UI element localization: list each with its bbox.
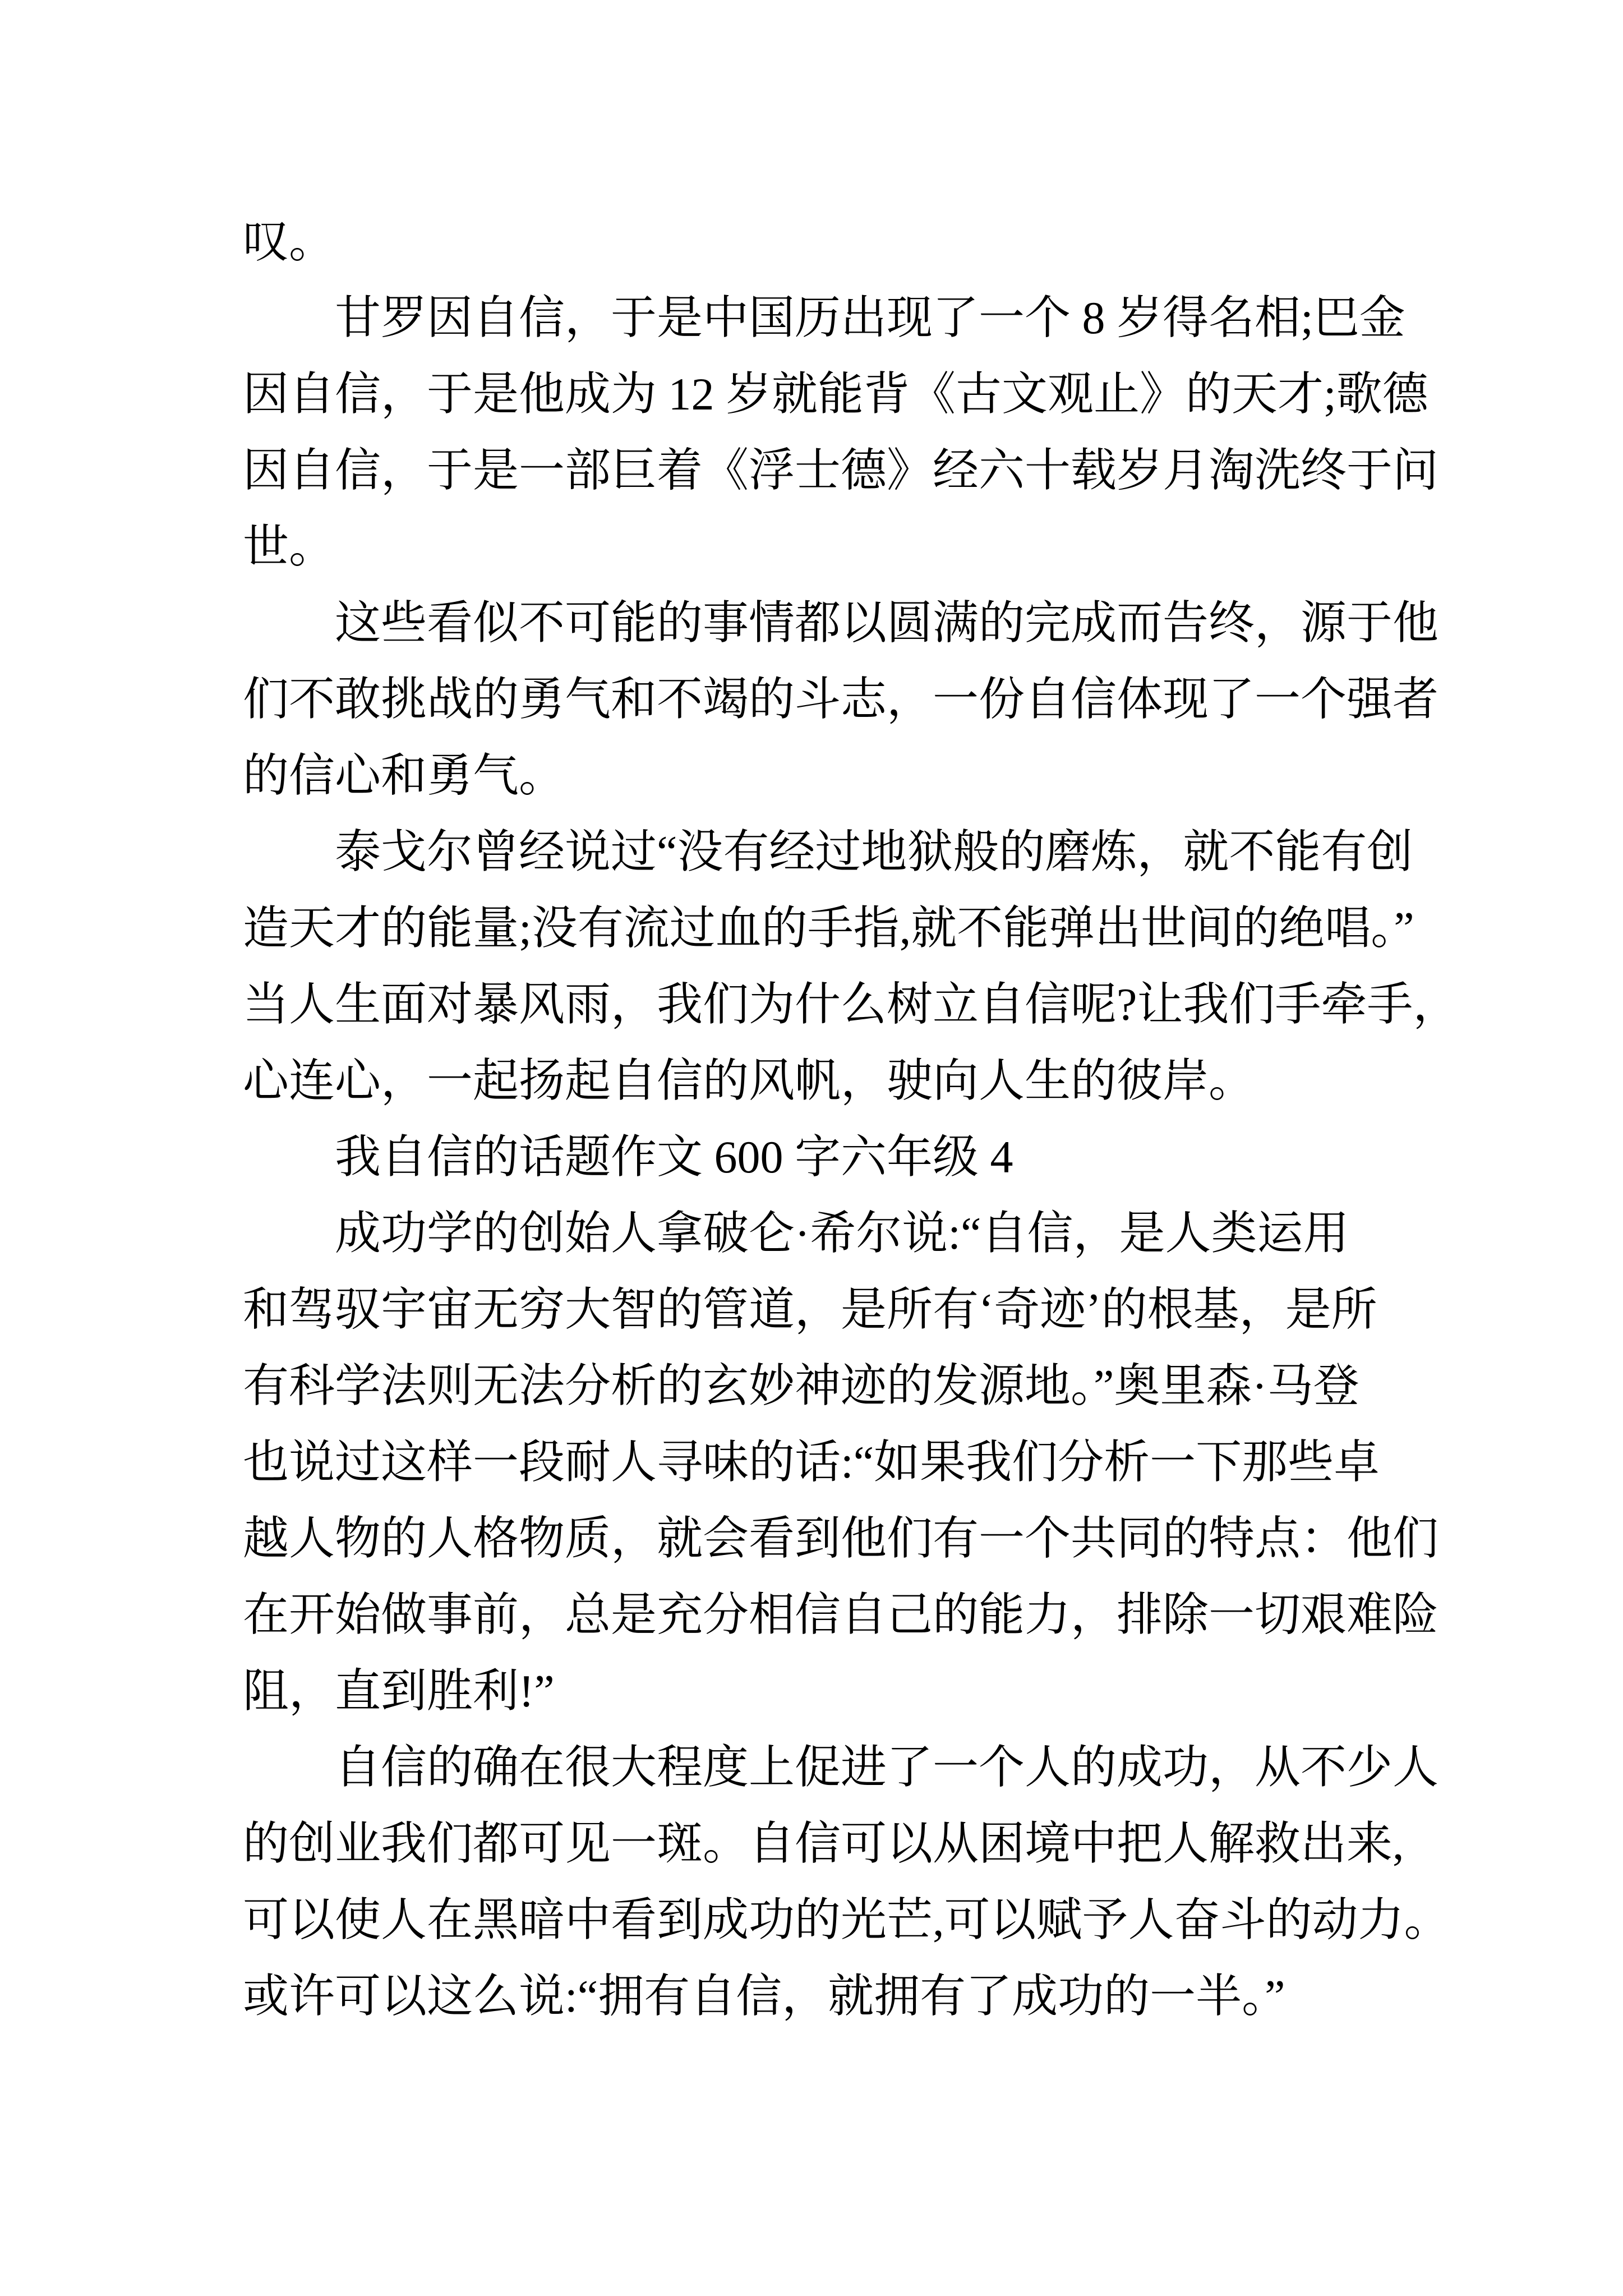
essay-line: 在开始做事前，总是充分相信自己的能力，排除一切艰难险 <box>243 1589 1439 1640</box>
essay-line: 阻，直到胜利!” <box>243 1665 555 1717</box>
essay-line: 心连心，一起扬起自信的风帆，驶向人生的彼岸。 <box>243 1055 1255 1106</box>
essay-line: 这些看似不可能的事情都以圆满的完成而告终，源于他 <box>335 597 1439 648</box>
essay-line: 们不敢挑战的勇气和不竭的斗志，一份自信体现了一个强者 <box>243 674 1439 725</box>
essay-line: 当人生面对暴风雨，我们为什么树立自信呢?让我们手牵手， <box>243 979 1459 1030</box>
essay-line: 和驾驭宇宙无穷大智的管道，是所有‘奇迹’的根基，是所 <box>243 1284 1377 1335</box>
essay-title-line: 我自信的话题作文 600 字六年级 4 <box>335 1131 1013 1182</box>
essay-line: 造天才的能量;没有流过血的手指,就不能弹出世间的绝唱。” <box>243 903 1414 954</box>
essay-line: 可以使人在黑暗中看到成功的光芒,可以赋予人奋斗的动力。 <box>243 1894 1450 1945</box>
essay-line: 的信心和勇气。 <box>243 750 565 801</box>
essay-text-block <box>243 204 1499 2035</box>
essay-line: 或许可以这么说:“拥有自信，就拥有了成功的一半。” <box>243 1971 1285 2022</box>
essay-line: 成功学的创始人拿破仑·希尔说:“自信，是人类运用 <box>335 1208 1349 1259</box>
essay-line: 也说过这样一段耐人寻味的话:“如果我们分析一下那些卓 <box>243 1437 1380 1488</box>
essay-line: 叹。 <box>243 216 335 267</box>
essay-line: 因自信，于是他成为 12 岁就能背《古文观止》的天才;歌德 <box>243 369 1428 420</box>
essay-line: 世。 <box>243 521 335 572</box>
essay-line: 泰戈尔曾经说过“没有经过地狱般的磨炼，就不能有创 <box>335 826 1413 877</box>
essay-line: 有科学法则无法分析的玄妙神迹的发源地。”奥里森·马登 <box>243 1360 1359 1411</box>
essay-line: 越人物的人格物质，就会看到他们有一个共同的特点：他们 <box>243 1513 1439 1564</box>
essay-line: 甘罗因自信，于是中国历出现了一个 8 岁得名相;巴金 <box>335 292 1405 343</box>
essay-line: 自信的确在很大程度上促进了一个人的成功，从不少人 <box>335 1742 1439 1793</box>
essay-line: 因自信，于是一部巨着《浮士德》经六十载岁月淘洗终于问 <box>243 445 1439 496</box>
essay-line: 的创业我们都可见一斑。自信可以从困境中把人解救出来, <box>243 1818 1404 1869</box>
